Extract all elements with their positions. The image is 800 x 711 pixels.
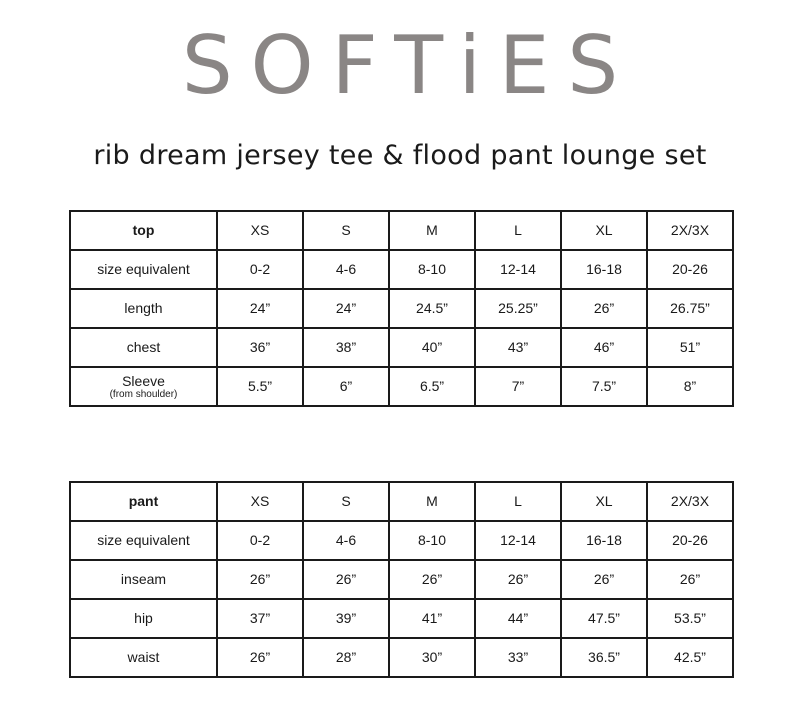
measurement-value-cell: 26”: [647, 560, 733, 599]
pant-table-body: [70, 482, 733, 677]
size-header-cell: 2X/3X: [647, 482, 733, 521]
measurement-value-cell: 26.75”: [647, 289, 733, 328]
measurement-value-cell: 8”: [647, 367, 733, 406]
measurement-label: inseam: [120, 571, 167, 587]
measurement-value-cell: 12-14: [475, 521, 561, 560]
measurement-label-cell: [70, 521, 217, 560]
measurement-value-cell: 42.5”: [647, 638, 733, 677]
header-row: [70, 211, 733, 250]
size-header-cell: XS: [217, 482, 303, 521]
table-row: [70, 367, 733, 406]
measurement-value-cell: 0-2: [217, 250, 303, 289]
measurement-value-cell: 0-2: [217, 521, 303, 560]
measurement-value-cell: 16-18: [561, 250, 647, 289]
pant-size-table: [69, 481, 734, 678]
measurement-label-cell: [70, 328, 217, 367]
measurement-label: size equivalent: [97, 261, 190, 277]
measurement-value-cell: 51”: [647, 328, 733, 367]
table-title-cell: pant: [70, 482, 217, 521]
table-row: [70, 521, 733, 560]
measurement-value-cell: 25.25”: [475, 289, 561, 328]
measurement-value-cell: 37”: [217, 599, 303, 638]
measurement-value-cell: 16-18: [561, 521, 647, 560]
measurement-value-cell: 26”: [217, 638, 303, 677]
top-size-table: [69, 210, 734, 407]
measurement-label: chest: [126, 339, 161, 355]
measurement-value-cell: 8-10: [389, 521, 475, 560]
measurement-label-cell: [70, 250, 217, 289]
measurement-label: Sleeve: [122, 372, 165, 389]
measurement-label-cell: [70, 367, 217, 406]
measurement-label: waist: [127, 649, 160, 665]
measurement-value-cell: 30”: [389, 638, 475, 677]
measurement-note: (from shoulder): [109, 388, 178, 400]
table-row: [70, 638, 733, 677]
table-row: [70, 328, 733, 367]
measurement-value-cell: 26”: [303, 560, 389, 599]
measurement-value-cell: 47.5”: [561, 599, 647, 638]
measurement-value-cell: 8-10: [389, 250, 475, 289]
table-row: [70, 289, 733, 328]
measurement-value-cell: 5.5”: [217, 367, 303, 406]
measurement-value-cell: 7.5”: [561, 367, 647, 406]
measurement-value-cell: 36”: [217, 328, 303, 367]
measurement-value-cell: 40”: [389, 328, 475, 367]
size-header-cell: M: [389, 482, 475, 521]
measurement-value-cell: 53.5”: [647, 599, 733, 638]
measurement-label-cell: [70, 638, 217, 677]
measurement-value-cell: 12-14: [475, 250, 561, 289]
measurement-value-cell: 44”: [475, 599, 561, 638]
brand-logo: SOFTiES: [181, 19, 637, 112]
measurement-label: length: [124, 300, 163, 316]
size-header-cell: M: [389, 211, 475, 250]
measurement-label-cell: [70, 289, 217, 328]
size-header-cell: L: [475, 482, 561, 521]
measurement-value-cell: 46”: [561, 328, 647, 367]
measurement-value-cell: 4-6: [303, 521, 389, 560]
measurement-value-cell: 38”: [303, 328, 389, 367]
size-header-cell: S: [303, 211, 389, 250]
product-title: rib dream jersey tee & flood pant lounge set: [93, 140, 707, 171]
measurement-value-cell: 43”: [475, 328, 561, 367]
measurement-value-cell: 26”: [475, 560, 561, 599]
size-header-cell: XS: [217, 211, 303, 250]
top-table-body: [70, 211, 733, 406]
header-row: [70, 482, 733, 521]
measurement-value-cell: 4-6: [303, 250, 389, 289]
size-header-cell: S: [303, 482, 389, 521]
measurement-value-cell: 20-26: [647, 521, 733, 560]
size-header-cell: L: [475, 211, 561, 250]
measurement-value-cell: 26”: [217, 560, 303, 599]
size-header-cell: XL: [561, 482, 647, 521]
measurement-value-cell: 7”: [475, 367, 561, 406]
measurement-value-cell: 24.5”: [389, 289, 475, 328]
measurement-value-cell: 26”: [561, 289, 647, 328]
measurement-value-cell: 26”: [561, 560, 647, 599]
measurement-value-cell: 33”: [475, 638, 561, 677]
measurement-label-cell: [70, 599, 217, 638]
measurement-value-cell: 6”: [303, 367, 389, 406]
measurement-value-cell: 26”: [389, 560, 475, 599]
measurement-value-cell: 41”: [389, 599, 475, 638]
measurement-label: hip: [134, 610, 153, 626]
measurement-value-cell: 24”: [303, 289, 389, 328]
measurement-value-cell: 20-26: [647, 250, 733, 289]
size-header-cell: 2X/3X: [647, 211, 733, 250]
table-row: [70, 560, 733, 599]
measurement-value-cell: 36.5”: [561, 638, 647, 677]
table-row: [70, 599, 733, 638]
measurement-value-cell: 39”: [303, 599, 389, 638]
measurement-label: size equivalent: [97, 532, 190, 548]
measurement-label-cell: [70, 560, 217, 599]
size-header-cell: XL: [561, 211, 647, 250]
table-row: [70, 250, 733, 289]
table-title-cell: top: [70, 211, 217, 250]
measurement-value-cell: 28”: [303, 638, 389, 677]
measurement-value-cell: 6.5”: [389, 367, 475, 406]
measurement-value-cell: 24”: [217, 289, 303, 328]
